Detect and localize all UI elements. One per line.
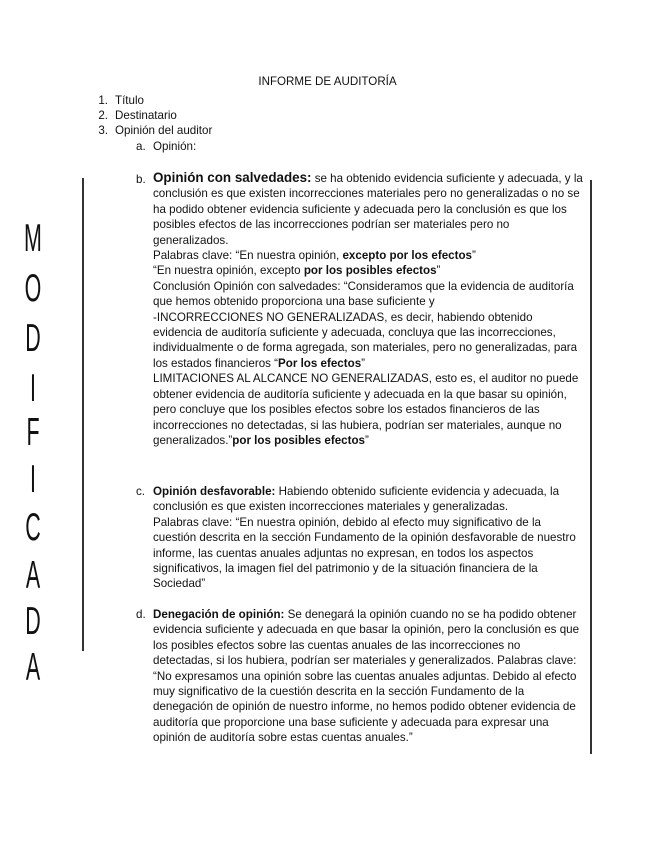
salvedades-body: se ha obtenido evidencia suficiente y adecuada, y la conclusión es que existen incorrecciones materiales pero no generalizadas o no se ha podido obtener evidencia suficiente y adecuada pero la conclusión es que los posibles efectos de las incorrecciones podrían ser materiales pero no generalizados. — [153, 172, 583, 247]
list-number: 2. — [98, 109, 108, 122]
kw2-bold: por los posibles efectos — [303, 264, 437, 278]
conclusion-bold: Por los efectos — [278, 356, 362, 370]
heading-denegacion: Denegación de opinión: — [153, 608, 285, 621]
document-title: INFORME DE AUDITORÍA — [258, 75, 397, 88]
sub-letter-c: c. — [136, 485, 146, 498]
stamp-letter: C — [25, 506, 41, 549]
left-margin-line — [82, 178, 84, 651]
opinion-con-salvedades — [153, 170, 583, 448]
stamp-letter: O — [24, 267, 42, 310]
stamp-letter: D — [25, 317, 41, 360]
stamp-letter: I — [30, 458, 36, 501]
sub-letter-b: b. — [136, 173, 146, 186]
stamp-letter: A — [25, 554, 41, 597]
conclusion-text: Conclusión Opinión con salvedades: “Consideramos que la evidencia de auditoría que hemos obtenido proporciona una base suficiente y -INCORRECCIONES NO GENERALIZADAS, es decir, habiendo obtenido evidencia de auditoría suficiente y adecuada, concluya que las incorrecciones, individualmente o de forma agregada, son materiales, pero no generalizadas, para los estados financieros “ — [153, 279, 578, 370]
list-item-opinion-auditor: Opinión del auditor — [115, 124, 213, 137]
denegacion-de-opinion — [153, 607, 583, 746]
stamp-letter: M — [24, 217, 42, 260]
limitaciones-text: LIMITACIONES AL ALCANCE NO GENERALIZADAS, esto es, el auditor no puede obtener evidencia de auditoría suficiente y adecuada en la que basar su opinión, pero concluye que los posibles efectos sobre los estados financieros de las incorrecciones no detectadas, si las hubiera, podrían ser materiales, aunque no generalizados.” — [153, 372, 579, 447]
denegacion-body: Se denegará la opinión cuando no se ha podido obtener evidencia suficiente y adecuada en que basar la opinión, pero la conclusión es que los posibles efectos sobre las cuentas anuales de las incorrecciones no detectadas, si los hubiera, podrían ser materiales y generalizados. Palabras clave: “No expresamos una opinión sobre las cuentas anuales adjuntas. Debido al efecto muy significativo de la cuestión descrita en la sección Fundamento de la denegación de opinión de nuestro informe, no hemos podido obtener evidencia de auditoría que proporcione una base suficiente y adecuada para expresar una opinión de auditoría sobre estas cuentas anuales.” — [153, 608, 580, 745]
list-item-titulo: Título — [115, 94, 144, 107]
kw1-end: ” — [472, 249, 476, 263]
stamp-letter: A — [25, 646, 41, 689]
sub-item-opinion: Opinión: — [153, 140, 197, 153]
limitaciones-end: ” — [365, 433, 369, 447]
sub-letter-d: d. — [136, 608, 146, 621]
desfavorable-body: Habiendo obtenido suficiente evidencia y adecuada, la conclusión es que existen incorrecciones materiales y generalizadas. Palabras clave: “En nuestra opinión, debido al efecto muy significativo de la cuestión descrita en la sección Fundamento de la opinión desfavorable de nuestro informe, las cuentas anuales adjuntas no expresan, en todos los aspectos significativos, la imagen fiel del patrimonio y de la situación financiera de la Sociedad” — [153, 485, 576, 591]
kw2-end: ” — [436, 264, 441, 278]
heading-salvedades: Opinión con salvedades: — [153, 170, 312, 185]
conclusion-end: ” — [361, 356, 366, 370]
list-item-destinatario: Destinatario — [115, 109, 177, 122]
stamp-letter: D — [25, 600, 41, 643]
right-margin-line — [590, 180, 592, 754]
list-number: 1. — [98, 94, 108, 107]
opinion-desfavorable — [153, 484, 583, 592]
kw1-text: Palabras clave: “En nuestra opinión, — [153, 249, 343, 263]
limitaciones-bold: por los posibles efectos — [232, 433, 365, 447]
list-number: 3. — [98, 124, 108, 137]
kw1-bold: excepto por los efectos — [342, 249, 472, 263]
stamp-letter: F — [26, 411, 40, 454]
heading-desfavorable: Opinión desfavorable: — [153, 485, 276, 498]
kw2-text: “En nuestra opinión, excepto — [153, 264, 304, 278]
sub-letter-a: a. — [136, 140, 146, 153]
stamp-letter: I — [30, 367, 36, 410]
